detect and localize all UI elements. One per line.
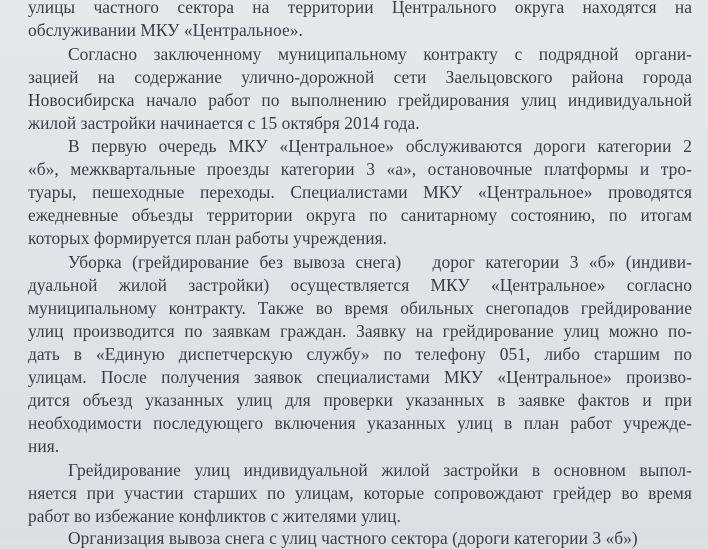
text-line: Организация вывоза снега с улиц частного сектора (дороги категории 3 «б») xyxy=(68,528,638,548)
text-line: муниципальному контракту. Также во время обильных снегопадов грейдирование xyxy=(28,298,692,318)
text-line: туары, пешеходные переходы. Специалистами МКУ «Центральное» проводятся xyxy=(28,182,692,202)
text-line: работ во избежание конфликтов с жителями улиц. xyxy=(28,506,401,526)
text-line: дится объезд указанных улиц для проверки указанных в заявке фактов и при xyxy=(28,390,692,410)
text-line: «б», межквартальные проезды категории 3 «а», остановочные платформы и тро- xyxy=(28,159,692,179)
text-line: ежедневные объезды территории округа по санитарному состоянию, по итогам xyxy=(28,205,692,225)
text-line: дать в «Единую диспетчерскую службу» по телефону 051, либо старшим по xyxy=(28,344,692,364)
text-line: зацией на содержание улично-дорожной сети Заельцовского района города xyxy=(28,67,692,87)
text-line: улиц производится по заявкам граждан. Заявку на грейдирование улиц можно по- xyxy=(28,321,692,341)
text-line: Уборка (грейдирование без вывоза снега) дорог категории 3 «б» (индиви- xyxy=(68,252,692,272)
text-line: няется при участии старших по улицам, которые сопровождают грейдер во время xyxy=(28,483,692,503)
text-line: Новосибирска начало работ по выполнению грейдирования улиц индивидуальной xyxy=(28,90,692,110)
text-line: В первую очередь МКУ «Центральное» обслуживаются дороги категории 2 xyxy=(68,136,692,156)
text-line: улицы частного сектора на территории Центрального округа находятся на xyxy=(28,0,692,17)
text-line: дуальной жилой застройки) осуществляется МКУ «Центральное» согласно xyxy=(28,275,692,295)
text-line: которых формируется план работы учреждения. xyxy=(28,228,388,248)
text-line: Грейдирование улиц индивидуальной жилой застройки в основном выпол- xyxy=(68,460,692,480)
text-line: Согласно заключенному муниципальному контракту с подрядной органи- xyxy=(68,44,692,64)
text-line: улицам. После получения заявок специалистами МКУ «Центральное» произво- xyxy=(28,367,692,387)
text-line: жилой застройки начинается с 15 октября 2014 года. xyxy=(28,113,420,133)
text-line: необходимости последующего включения указанных улиц в план работ учрежде- xyxy=(28,413,692,433)
text-line: ния. xyxy=(28,436,60,456)
text-line: обслуживании МКУ «Центральное». xyxy=(28,20,303,40)
